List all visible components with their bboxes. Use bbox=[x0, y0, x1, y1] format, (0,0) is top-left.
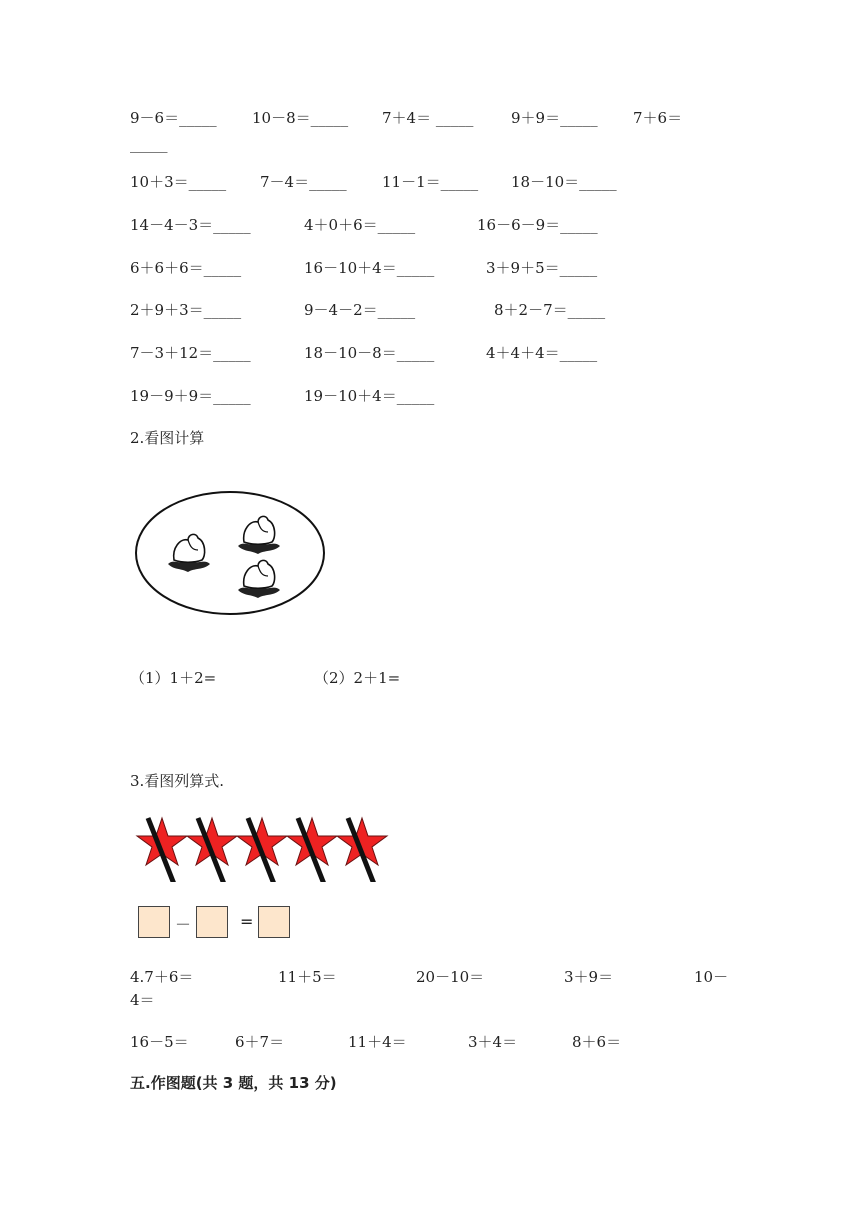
exercise-item: 3＋9＝ bbox=[564, 968, 614, 986]
exercise-item: 19－9＋9＝_____ bbox=[130, 387, 251, 405]
exercise-item: 3＋4＝ bbox=[468, 1033, 518, 1051]
section-heading: 五.作图题(共 3 题，共 13 分) bbox=[130, 1074, 337, 1092]
exercise-item: 8＋2－7＝_____ bbox=[494, 301, 606, 319]
plate-with-dumplings-illustration bbox=[132, 488, 328, 618]
exercise-item: 4＋0＋6＝_____ bbox=[304, 216, 416, 234]
exercise-item: 11＋4＝ bbox=[348, 1033, 407, 1051]
exercise-item: 4＋4＋4＝_____ bbox=[486, 344, 598, 362]
crossed-stars-illustration bbox=[134, 806, 394, 882]
answer-box-1[interactable] bbox=[138, 906, 170, 938]
exercise-item: 6＋6＋6＝_____ bbox=[130, 259, 242, 277]
exercise-item: 18－10＝_____ bbox=[511, 173, 617, 191]
answer-box-3[interactable] bbox=[258, 906, 290, 938]
exercise-item: 9＋9＝_____ bbox=[511, 109, 598, 127]
exercise-item: 9－4－2＝_____ bbox=[304, 301, 416, 319]
exercise-item: 8＋6＝ bbox=[572, 1033, 622, 1051]
exercise-item-wrap: _____ bbox=[130, 135, 168, 153]
exercise-item: 10－8＝_____ bbox=[252, 109, 349, 127]
exercise-item: 7－3＋12＝_____ bbox=[130, 344, 251, 362]
star-icon bbox=[287, 818, 337, 882]
equals-sign: = bbox=[240, 912, 254, 931]
star-icon bbox=[337, 818, 387, 882]
exercise-item: 7－4＝_____ bbox=[260, 173, 347, 191]
exercise-item: 16－6－9＝_____ bbox=[477, 216, 598, 234]
exercise-item: 2＋9＋3＝_____ bbox=[130, 301, 242, 319]
exercise-item: 11－1＝_____ bbox=[382, 173, 479, 191]
star-icon bbox=[237, 818, 287, 882]
exercise-item: 6＋7＝ bbox=[235, 1033, 285, 1051]
exercise-item: 14－4－3＝_____ bbox=[130, 216, 251, 234]
exercise-item: 16－10＋4＝_____ bbox=[304, 259, 435, 277]
question-1: （1）1＋2= bbox=[130, 669, 217, 687]
exercise-item: 10－ bbox=[694, 968, 729, 986]
exercise-item: 20－10＝ bbox=[416, 968, 485, 986]
section-title: 2.看图计算 bbox=[130, 429, 205, 447]
exercise-item: 10＋3＝_____ bbox=[130, 173, 227, 191]
exercise-item: 19－10＋4＝_____ bbox=[304, 387, 435, 405]
exercise-item: 3＋9＋5＝_____ bbox=[486, 259, 598, 277]
exercise-item: 11＋5＝ bbox=[278, 968, 337, 986]
minus-sign: － bbox=[175, 915, 192, 934]
section-title: 3.看图列算式. bbox=[130, 772, 225, 790]
star-icon bbox=[137, 818, 187, 882]
exercise-item: 4.7＋6＝ bbox=[130, 968, 194, 986]
exercise-item: 18－10－8＝_____ bbox=[304, 344, 435, 362]
exercise-item: 7＋4＝ _____ bbox=[382, 109, 474, 127]
answer-box-2[interactable] bbox=[196, 906, 228, 938]
question-2: （2）2＋1= bbox=[314, 669, 401, 687]
exercise-item: 7＋6＝ bbox=[633, 109, 683, 127]
exercise-item-wrap: 4＝ bbox=[130, 991, 155, 1009]
star-icon bbox=[187, 818, 237, 882]
exercise-item: 9－6＝_____ bbox=[130, 109, 217, 127]
exercise-item: 16－5＝ bbox=[130, 1033, 189, 1051]
